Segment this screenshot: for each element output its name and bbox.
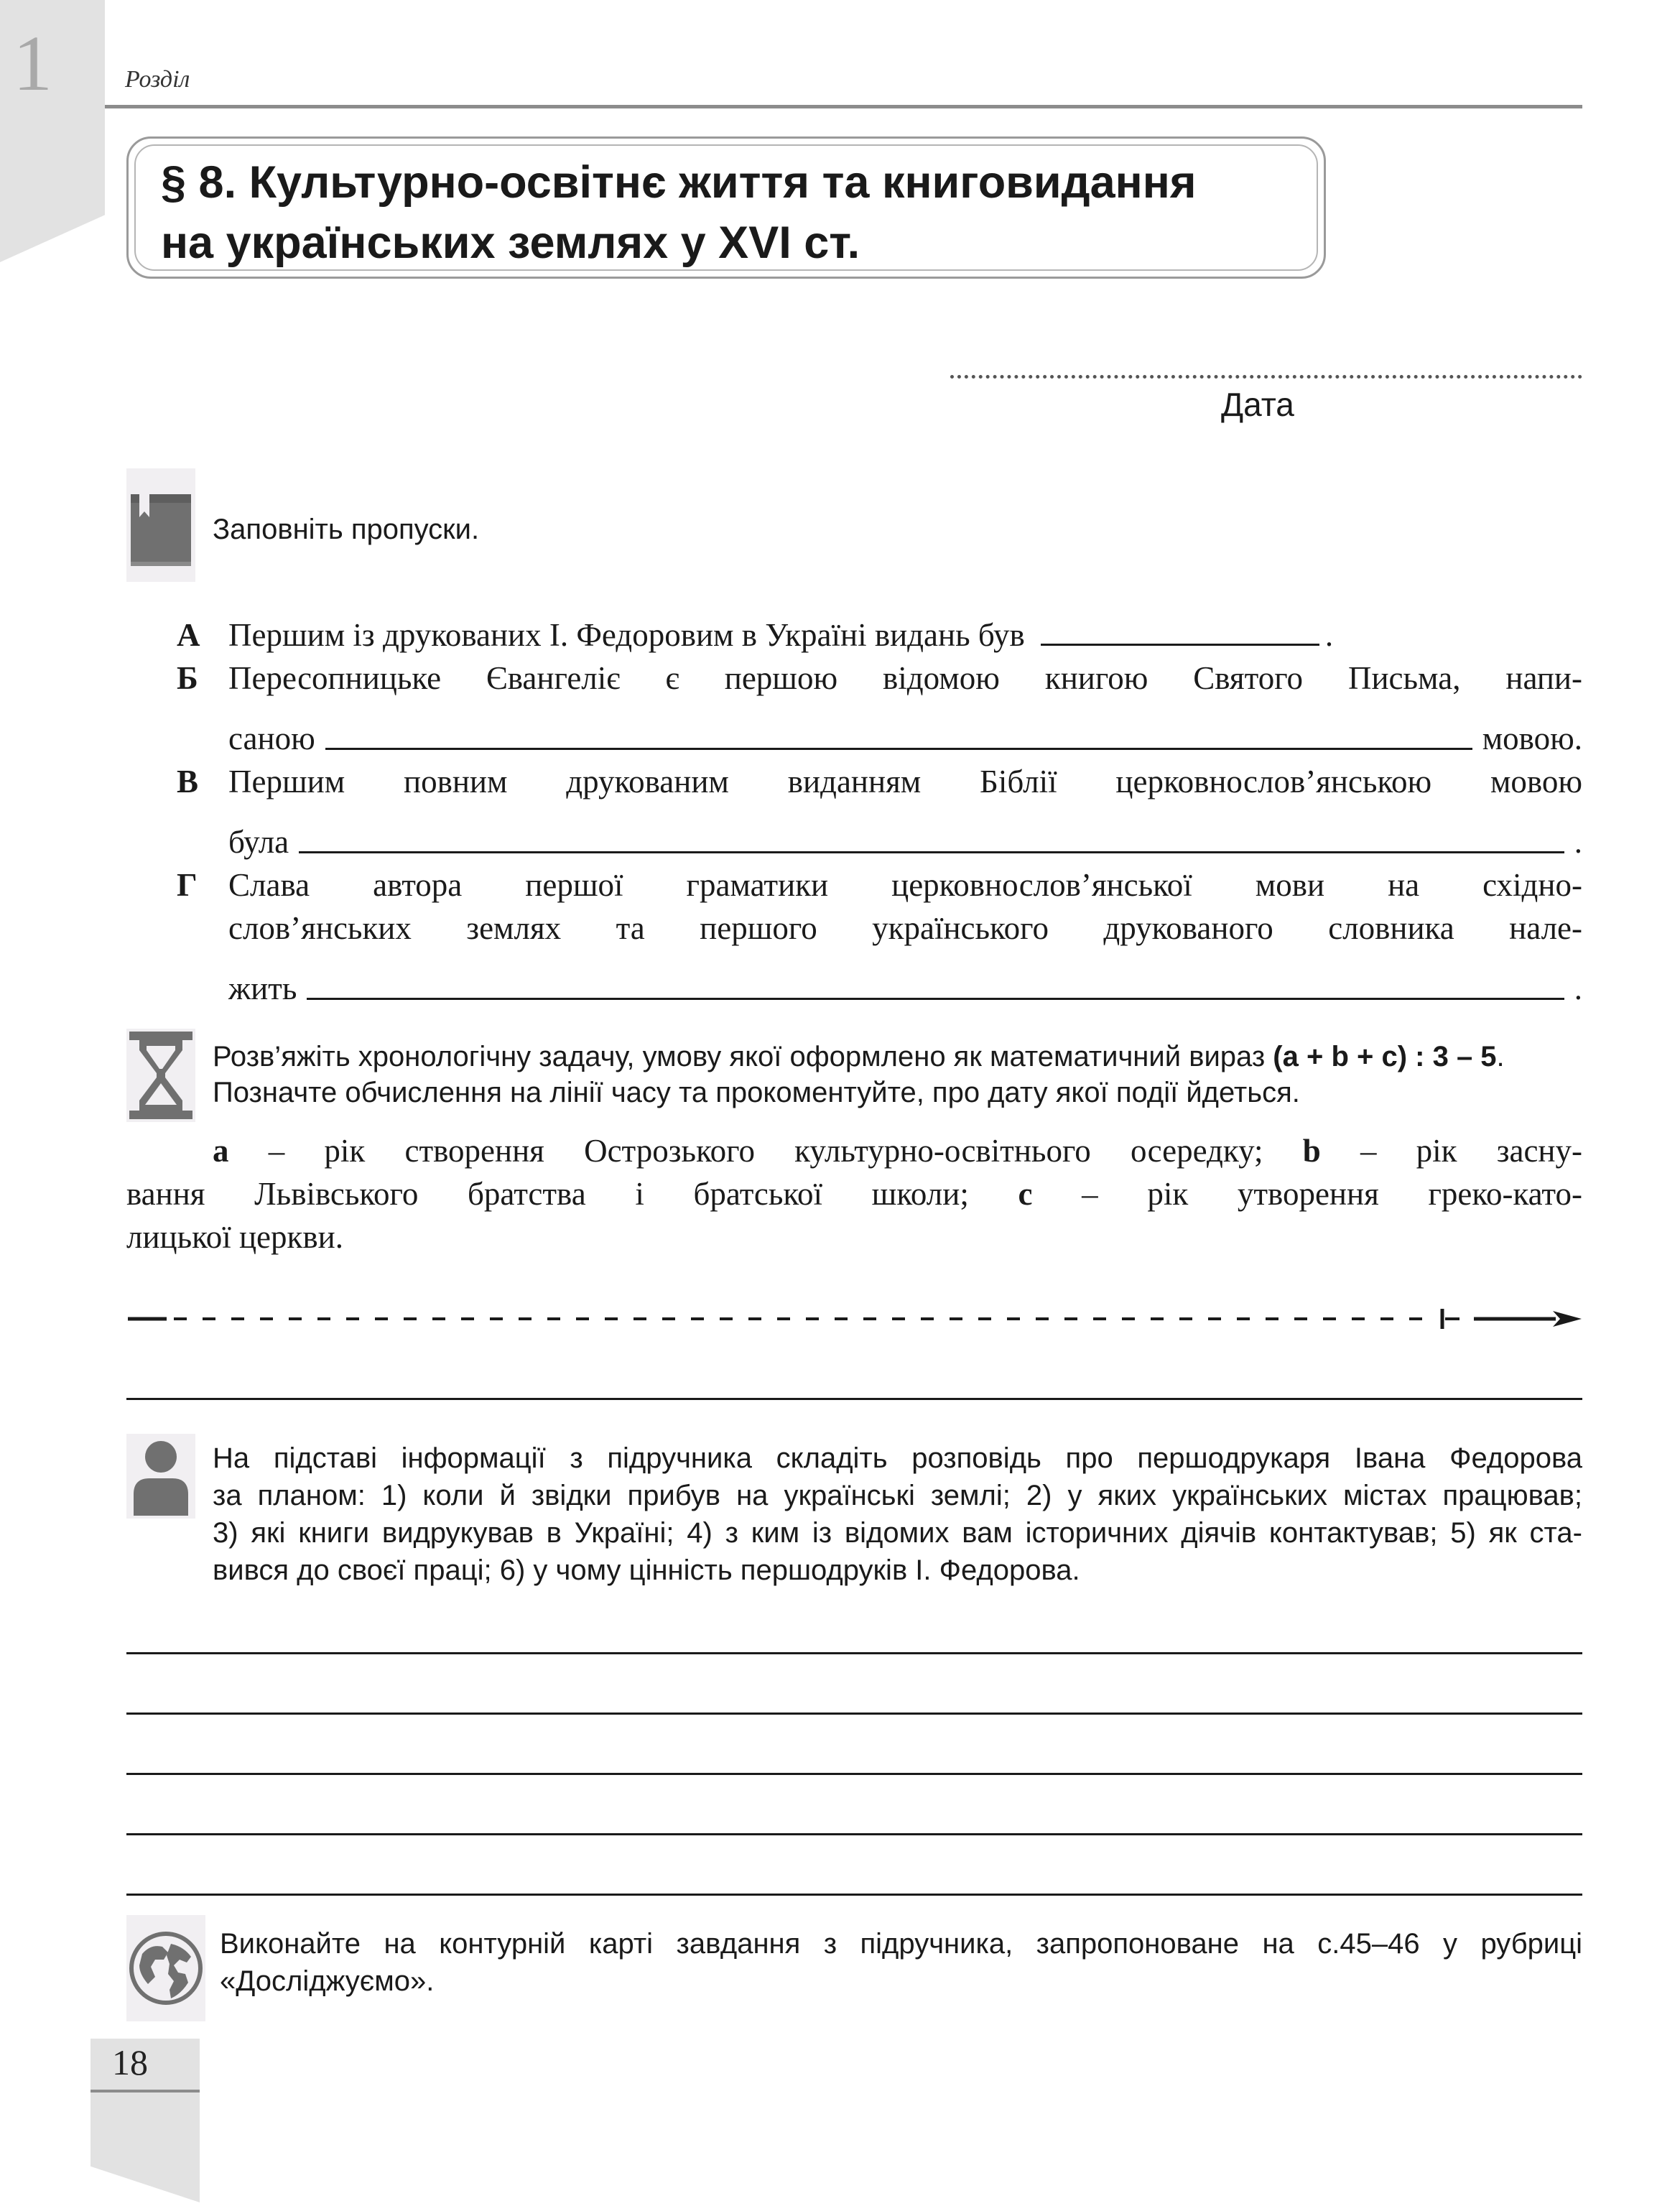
task1-item-a: Першим із друкованих І. Федоровим в Україні видань був . [228, 617, 1334, 653]
task1-item-v: Першим повним друкованим виданням Біблії церковнослов’янською мовою [228, 764, 1582, 800]
section-label: Розділ [125, 66, 190, 93]
title-line-1: § 8. Культурно-освітнє життя та книговидання [161, 157, 1197, 208]
timeline[interactable] [126, 1297, 1584, 1340]
task1-item-b: Пересопницьке Євангеліє є першою відомою книгою Святого Письма, напи- [228, 660, 1582, 696]
date-field[interactable] [950, 375, 1582, 379]
task2-condition-line1: a – рік створення Острозького культурно-освітнього осередку; b – рік засну- [213, 1133, 1583, 1169]
answer-line[interactable] [126, 1773, 1582, 1775]
task2-instruction [213, 1039, 1582, 1111]
hourglass-icon [126, 1029, 195, 1122]
answer-blank-g[interactable] [307, 998, 1564, 1000]
task3-line3: 3) які книги видрукував в Україні; 4) з ким із відомих вам історичних діячів контактував; 5) як ста- [213, 1517, 1582, 1549]
header-rule [105, 105, 1582, 108]
task1-item-g-line2: слов’янських землях та першого українського друкованого словника нале- [228, 910, 1582, 946]
page-number: 18 [112, 2042, 148, 2082]
formula: (a + b + c) : 3 – 5 [1273, 1041, 1497, 1072]
answer-line[interactable] [126, 1894, 1582, 1896]
date-label: Дата [1221, 386, 1294, 423]
answer-line[interactable] [126, 1713, 1582, 1715]
person-icon [126, 1434, 195, 1519]
task1-item-g: Слава автора першої граматики церковнослов’янської мови на східно- [228, 867, 1582, 903]
task3-line4: вився до своєї праці; 6) у чому цінність першодруків І. Федорова. [213, 1554, 1080, 1586]
chapter-number: 1 [13, 19, 52, 107]
answer-blank-b[interactable] [325, 748, 1472, 750]
title-line-2: на українських землях у XVI ст. [161, 218, 860, 268]
task4-line2: «Досліджуємо». [220, 1965, 435, 1997]
task1-instruction: Заповніть пропуски. [213, 514, 480, 545]
task1-letter-b: Б [177, 660, 198, 696]
task3-line1: На підставі інформації з підручника складіть розповідь про першодрукаря Івана Федорова [213, 1442, 1582, 1474]
task1-item-g-cont: жить . [228, 970, 1582, 1006]
task1-letter-g: Г [177, 867, 198, 903]
globe-icon [126, 1915, 205, 2021]
answer-blank-v[interactable] [299, 851, 1564, 853]
page-title [161, 152, 1310, 273]
task1-item-v-cont: була . [228, 824, 1582, 860]
answer-line[interactable] [126, 1833, 1582, 1835]
page-number-rule [91, 2090, 200, 2093]
task3-line2: за планом: 1) коли й звідки прибув на українські землі; 2) у яких українських містах працював; [213, 1480, 1582, 1511]
answer-line[interactable] [126, 1652, 1582, 1654]
task4-line1: Виконайте на контурній карті завдання з підручника, запропоноване на с.45–46 у рубриці [220, 1928, 1582, 1960]
task2-instruction-line1: Розв’яжіть хронологічну задачу, умову якої оформлено як математичний вираз (a + b + c) : 3 – 5. [213, 1041, 1505, 1072]
task2-condition-line2: вання Львівського братства і братської школи; c – рік утворення греко-като- [126, 1176, 1582, 1212]
task2-instruction-line2: Позначте обчислення на лінії часу та прокоментуйте, про дату якої події йдеться. [213, 1077, 1300, 1108]
task1-letter-v: В [177, 764, 199, 800]
task2-condition-line3: лицької церкви. [126, 1219, 343, 1255]
task1-item-b-cont: саною мовою. [228, 720, 1582, 756]
answer-line[interactable] [126, 1398, 1582, 1400]
book-icon [126, 468, 195, 582]
task1-letter-a: А [177, 617, 200, 653]
answer-blank-a[interactable] [1041, 643, 1319, 646]
